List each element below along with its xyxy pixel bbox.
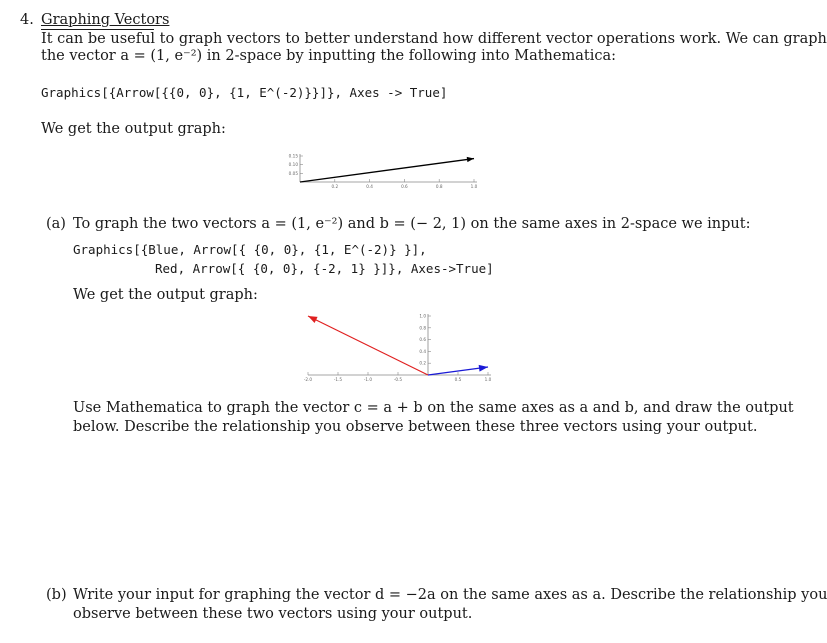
- x-tick-label: -1.5: [333, 377, 343, 382]
- arrowhead-a: [467, 157, 474, 162]
- graph-1: [280, 150, 490, 195]
- problem-number: 4.: [20, 12, 34, 28]
- x-tick-label: -2.0: [303, 377, 313, 382]
- x-tick-label: 1.0: [484, 377, 492, 382]
- part-a-label: (a): [46, 216, 66, 232]
- arrowhead-b: [308, 316, 318, 323]
- arrowhead-a: [479, 365, 488, 372]
- code-line-a2: Red, Arrow[{ {0, 0}, {-2, 1} }]}, Axes->True]: [155, 261, 494, 276]
- intro-line-2: the vector a = (1, e⁻²) in 2-space by inputting the following into Mathematica:: [41, 48, 616, 64]
- part-a-question-1: Use Mathematica to graph the vector c = a + b on the same axes as a and b, and draw the output: [73, 400, 794, 416]
- x-tick-label: -0.5: [393, 377, 403, 382]
- part-a-question-2: below. Describe the relationship you observe between these three vectors using your output.: [73, 419, 758, 435]
- vector-a: [300, 159, 474, 182]
- graph-2: [296, 308, 502, 388]
- code-line-a1: Graphics[{Blue, Arrow[{ {0, 0}, {1, E^(-2)} }],: [73, 242, 427, 257]
- problem-title: Graphing Vectors: [41, 12, 170, 28]
- graph-1-plot: [289, 154, 478, 190]
- code-block-intro: Graphics[{Arrow[{{0, 0}, {1, E^(-2)}}]}, Axes -> True]: [41, 85, 448, 100]
- intro-line-1: It can be useful to graph vectors to better understand how different vector operations work. We can graph: [41, 31, 827, 47]
- graph-2-plot: [304, 314, 492, 383]
- x-tick-label: 0.2: [331, 184, 339, 189]
- part-b-label: (b): [46, 587, 67, 603]
- x-tick-label: 0.6: [401, 184, 408, 189]
- x-tick-label: 0.4: [366, 184, 373, 189]
- part-a-line-1: To graph the two vectors a = (1, e⁻²) and b = (− 2, 1) on the same axes in 2-space we input:: [73, 216, 751, 232]
- y-tick-label: 0.15: [288, 153, 298, 159]
- y-tick-label: 0.05: [288, 170, 298, 176]
- y-tick-label: 0.10: [288, 162, 298, 168]
- y-tick-label: 0.6: [419, 337, 426, 343]
- vector-b: [308, 313, 428, 375]
- output-label-2: We get the output graph:: [73, 287, 258, 303]
- x-tick-label: 1.0: [470, 184, 478, 189]
- x-tick-label: 0.8: [435, 184, 443, 189]
- y-tick-label: 1.0: [419, 313, 426, 319]
- x-tick-label: 0.5: [454, 377, 462, 382]
- output-label-1: We get the output graph:: [41, 121, 226, 137]
- y-tick-label: 0.2: [419, 360, 426, 366]
- y-tick-label: 0.8: [419, 325, 426, 331]
- part-b-line-2: observe between these two vectors using your output.: [73, 606, 473, 622]
- y-tick-label: 0.4: [419, 348, 426, 354]
- part-b-line-1: Write your input for graphing the vector d = −2a on the same axes as a. Describe the relationship you: [73, 587, 827, 603]
- x-tick-label: -1.0: [363, 377, 373, 382]
